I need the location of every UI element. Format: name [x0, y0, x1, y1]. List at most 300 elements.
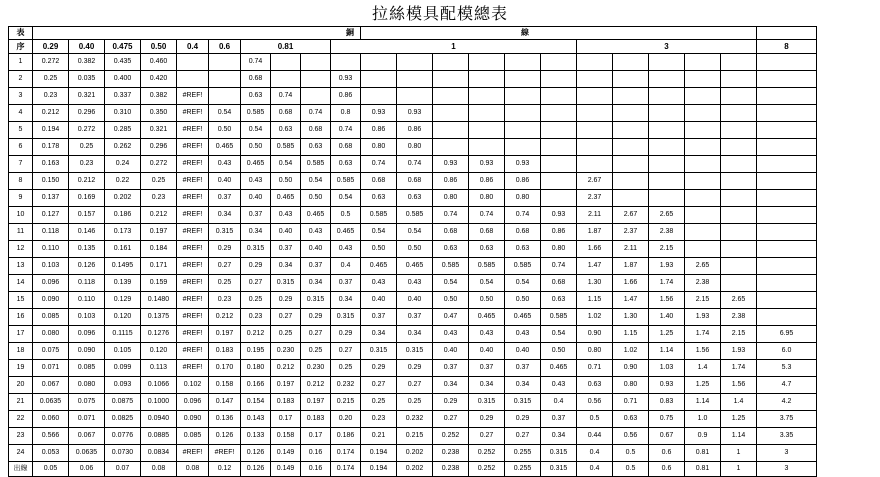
table-cell[interactable]: 0.90 [577, 326, 613, 343]
table-cell[interactable]: 0.585 [361, 207, 397, 224]
table-cell[interactable]: 0.68 [271, 105, 301, 122]
table-cell[interactable]: 2.38 [685, 275, 721, 292]
table-cell[interactable]: 0.29 [361, 360, 397, 377]
table-cell[interactable]: 0.126 [69, 258, 105, 275]
table-cell[interactable]: #REF! [177, 326, 209, 343]
table-cell[interactable]: 0.07 [105, 462, 141, 477]
table-cell[interactable]: 1.87 [577, 224, 613, 241]
table-cell[interactable]: 0.63 [241, 88, 271, 105]
table-cell[interactable]: 0.060 [33, 411, 69, 428]
row-label[interactable]: 24 [9, 445, 33, 462]
table-cell[interactable]: 1.93 [685, 309, 721, 326]
table-cell[interactable]: 0.171 [141, 258, 177, 275]
table-cell[interactable]: 1.14 [649, 343, 685, 360]
table-cell[interactable]: 0.310 [105, 105, 141, 122]
table-cell[interactable]: 2.38 [649, 224, 685, 241]
row-label[interactable]: 12 [9, 241, 33, 258]
table-cell[interactable] [505, 88, 541, 105]
table-cell[interactable]: #REF! [177, 224, 209, 241]
table-cell[interactable] [433, 71, 469, 88]
table-cell[interactable]: 0.27 [271, 309, 301, 326]
table-cell[interactable]: 0.5 [577, 411, 613, 428]
table-cell[interactable]: 0.54 [241, 122, 271, 139]
table-cell[interactable]: 1.66 [577, 241, 613, 258]
table-cell[interactable] [541, 173, 577, 190]
table-cell[interactable] [757, 275, 817, 292]
table-cell[interactable] [757, 122, 817, 139]
table-cell[interactable]: 0.63 [271, 122, 301, 139]
table-cell[interactable]: 0.585 [541, 309, 577, 326]
table-cell[interactable]: 0.93 [505, 156, 541, 173]
table-cell[interactable]: 2.11 [577, 207, 613, 224]
table-cell[interactable]: 0.29 [505, 411, 541, 428]
table-cell[interactable]: 0.465 [209, 139, 241, 156]
table-cell[interactable]: 0.215 [331, 394, 361, 411]
table-cell[interactable]: 0.43 [397, 275, 433, 292]
table-cell[interactable]: 0.071 [69, 411, 105, 428]
table-cell[interactable]: 0.096 [177, 394, 209, 411]
table-cell[interactable]: 0.1480 [141, 292, 177, 309]
table-cell[interactable]: 0.315 [209, 224, 241, 241]
table-cell[interactable]: 3 [757, 462, 817, 477]
table-cell[interactable]: 0.80 [505, 190, 541, 207]
table-cell[interactable] [649, 122, 685, 139]
table-cell[interactable]: 2.15 [649, 241, 685, 258]
table-cell[interactable]: 0.29 [209, 241, 241, 258]
table-cell[interactable] [721, 207, 757, 224]
table-cell[interactable]: 0.86 [541, 224, 577, 241]
table-cell[interactable]: 0.146 [69, 224, 105, 241]
table-cell[interactable]: 1.4 [685, 360, 721, 377]
table-cell[interactable] [541, 156, 577, 173]
table-cell[interactable]: 0.27 [397, 377, 433, 394]
table-cell[interactable]: 0.1375 [141, 309, 177, 326]
table-cell[interactable]: 0.465 [505, 309, 541, 326]
table-cell[interactable]: 0.585 [331, 173, 361, 190]
table-cell[interactable] [649, 88, 685, 105]
table-cell[interactable]: 0.135 [69, 241, 105, 258]
table-cell[interactable]: 0.272 [69, 122, 105, 139]
table-cell[interactable] [649, 105, 685, 122]
table-cell[interactable]: 0.37 [209, 190, 241, 207]
table-cell[interactable]: 2.37 [577, 190, 613, 207]
table-cell[interactable]: 0.43 [241, 173, 271, 190]
table-cell[interactable]: 0.80 [613, 377, 649, 394]
row-label[interactable]: 5 [9, 122, 33, 139]
table-cell[interactable]: 0.93 [649, 377, 685, 394]
table-cell[interactable] [613, 156, 649, 173]
table-cell[interactable]: 0.197 [209, 326, 241, 343]
table-cell[interactable]: 0.1000 [141, 394, 177, 411]
table-cell[interactable]: 1.66 [613, 275, 649, 292]
table-cell[interactable]: 0.40 [241, 190, 271, 207]
row-label[interactable]: 21 [9, 394, 33, 411]
table-cell[interactable] [577, 71, 613, 88]
table-cell[interactable]: 0.585 [301, 156, 331, 173]
table-cell[interactable]: 0.75 [649, 411, 685, 428]
table-cell[interactable]: 0.74 [241, 54, 271, 71]
table-cell[interactable]: 0.25 [141, 173, 177, 190]
table-cell[interactable]: 1.87 [613, 258, 649, 275]
table-cell[interactable]: 0.238 [433, 445, 469, 462]
table-cell[interactable]: 0.118 [33, 224, 69, 241]
table-cell[interactable]: 0.0825 [105, 411, 141, 428]
table-cell[interactable] [757, 156, 817, 173]
table-cell[interactable]: 0.197 [141, 224, 177, 241]
table-cell[interactable]: 0.113 [141, 360, 177, 377]
table-cell[interactable]: 1.93 [649, 258, 685, 275]
table-cell[interactable]: 6.0 [757, 343, 817, 360]
table-cell[interactable]: 0.255 [505, 462, 541, 477]
table-cell[interactable]: 0.25 [241, 292, 271, 309]
table-cell[interactable] [685, 71, 721, 88]
table-cell[interactable]: 0.035 [69, 71, 105, 88]
table-cell[interactable]: 0.212 [241, 326, 271, 343]
row-label[interactable]: 20 [9, 377, 33, 394]
table-cell[interactable]: 0.40 [433, 343, 469, 360]
table-cell[interactable] [649, 173, 685, 190]
table-cell[interactable]: 0.202 [397, 445, 433, 462]
table-cell[interactable] [757, 190, 817, 207]
table-cell[interactable]: 0.34 [241, 224, 271, 241]
table-cell[interactable] [613, 71, 649, 88]
table-cell[interactable]: 0.43 [209, 156, 241, 173]
table-cell[interactable]: 0.63 [613, 411, 649, 428]
row-label[interactable]: 6 [9, 139, 33, 156]
table-cell[interactable] [649, 190, 685, 207]
table-cell[interactable]: 0.86 [433, 173, 469, 190]
table-cell[interactable] [757, 241, 817, 258]
table-cell[interactable] [541, 139, 577, 156]
row-label[interactable]: 7 [9, 156, 33, 173]
table-cell[interactable]: 0.1276 [141, 326, 177, 343]
table-cell[interactable] [577, 105, 613, 122]
table-cell[interactable]: 0.63 [331, 156, 361, 173]
table-cell[interactable]: 0.40 [397, 292, 433, 309]
table-cell[interactable] [685, 173, 721, 190]
table-cell[interactable]: 0.137 [33, 190, 69, 207]
table-cell[interactable]: 0.63 [361, 190, 397, 207]
table-cell[interactable]: 0.212 [301, 377, 331, 394]
table-cell[interactable]: 0.43 [505, 326, 541, 343]
table-cell[interactable]: #REF! [177, 173, 209, 190]
table-cell[interactable]: 0.126 [241, 462, 271, 477]
table-cell[interactable]: 0.4 [541, 394, 577, 411]
table-cell[interactable]: 0.50 [301, 190, 331, 207]
table-cell[interactable] [757, 54, 817, 71]
table-cell[interactable]: 0.143 [241, 411, 271, 428]
table-cell[interactable]: 1.4 [721, 394, 757, 411]
table-cell[interactable]: 0.68 [301, 122, 331, 139]
table-cell[interactable]: 0.585 [505, 258, 541, 275]
table-cell[interactable]: 0.17 [301, 428, 331, 445]
table-cell[interactable]: 3.35 [757, 428, 817, 445]
table-cell[interactable]: 0.272 [33, 54, 69, 71]
table-cell[interactable]: 0.166 [241, 377, 271, 394]
table-cell[interactable] [177, 71, 209, 88]
table-cell[interactable] [541, 122, 577, 139]
table-cell[interactable]: 0.585 [469, 258, 505, 275]
table-cell[interactable] [757, 292, 817, 309]
table-cell[interactable]: 0.63 [433, 241, 469, 258]
table-cell[interactable]: 0.120 [141, 343, 177, 360]
table-cell[interactable]: 0.25 [301, 343, 331, 360]
table-cell[interactable]: 0.16 [301, 462, 331, 477]
table-cell[interactable]: 0.585 [241, 105, 271, 122]
table-cell[interactable] [685, 241, 721, 258]
table-cell[interactable] [721, 173, 757, 190]
table-cell[interactable]: 0.37 [469, 360, 505, 377]
table-cell[interactable] [613, 139, 649, 156]
table-cell[interactable]: 0.37 [241, 207, 271, 224]
table-cell[interactable]: 0.238 [433, 462, 469, 477]
table-cell[interactable]: 0.40 [209, 173, 241, 190]
table-cell[interactable]: 0.68 [505, 224, 541, 241]
table-cell[interactable]: 0.74 [505, 207, 541, 224]
table-cell[interactable]: 0.54 [397, 224, 433, 241]
table-cell[interactable] [613, 173, 649, 190]
table-cell[interactable]: 2.65 [649, 207, 685, 224]
table-cell[interactable]: 1.30 [613, 309, 649, 326]
table-cell[interactable]: 1.47 [577, 258, 613, 275]
table-cell[interactable]: 0.56 [613, 428, 649, 445]
table-cell[interactable]: 0.5 [613, 462, 649, 477]
table-cell[interactable]: 0.25 [209, 275, 241, 292]
table-cell[interactable]: 1.14 [685, 394, 721, 411]
table-cell[interactable] [757, 71, 817, 88]
table-cell[interactable]: 0.27 [209, 258, 241, 275]
table-cell[interactable]: 5.3 [757, 360, 817, 377]
table-cell[interactable]: 0.161 [105, 241, 141, 258]
table-cell[interactable]: 0.0940 [141, 411, 177, 428]
table-cell[interactable]: 0.37 [361, 309, 397, 326]
table-cell[interactable]: 0.86 [331, 88, 361, 105]
table-cell[interactable]: 0.090 [69, 343, 105, 360]
table-cell[interactable]: 0.43 [271, 207, 301, 224]
table-cell[interactable] [757, 309, 817, 326]
table-cell[interactable]: 0.321 [141, 122, 177, 139]
table-cell[interactable]: 0.54 [505, 275, 541, 292]
table-cell[interactable] [721, 224, 757, 241]
table-cell[interactable]: 0.06 [69, 462, 105, 477]
row-label[interactable]: 4 [9, 105, 33, 122]
table-cell[interactable] [177, 54, 209, 71]
table-cell[interactable]: 0.315 [241, 241, 271, 258]
table-cell[interactable]: 0.053 [33, 445, 69, 462]
table-cell[interactable] [757, 258, 817, 275]
table-cell[interactable]: 0.9 [685, 428, 721, 445]
table-cell[interactable]: 4.7 [757, 377, 817, 394]
table-cell[interactable]: 2.67 [613, 207, 649, 224]
table-cell[interactable]: 0.8 [331, 105, 361, 122]
table-cell[interactable]: 0.40 [301, 241, 331, 258]
table-cell[interactable]: 2.11 [613, 241, 649, 258]
table-cell[interactable] [541, 88, 577, 105]
table-cell[interactable]: 1.56 [685, 343, 721, 360]
table-cell[interactable]: 0.566 [33, 428, 69, 445]
table-cell[interactable]: 0.43 [331, 241, 361, 258]
table-cell[interactable]: 0.34 [469, 377, 505, 394]
table-cell[interactable] [505, 122, 541, 139]
table-cell[interactable]: 0.29 [271, 292, 301, 309]
table-cell[interactable]: #REF! [177, 309, 209, 326]
table-cell[interactable] [469, 71, 505, 88]
table-cell[interactable]: 0.74 [541, 258, 577, 275]
table-cell[interactable]: 0.54 [331, 190, 361, 207]
table-cell[interactable]: #REF! [177, 190, 209, 207]
table-cell[interactable] [301, 71, 331, 88]
table-cell[interactable]: 0.085 [69, 360, 105, 377]
table-cell[interactable]: 2.15 [721, 326, 757, 343]
table-cell[interactable]: 0.68 [331, 139, 361, 156]
table-cell[interactable]: #REF! [177, 139, 209, 156]
table-cell[interactable] [685, 105, 721, 122]
table-cell[interactable] [721, 139, 757, 156]
table-cell[interactable]: 0.195 [241, 343, 271, 360]
row-label[interactable]: 出線 [9, 462, 33, 477]
table-cell[interactable]: 0.197 [271, 377, 301, 394]
table-cell[interactable]: 0.25 [397, 394, 433, 411]
table-cell[interactable]: 0.315 [541, 462, 577, 477]
table-cell[interactable]: 0.6 [649, 445, 685, 462]
table-cell[interactable] [757, 139, 817, 156]
table-cell[interactable]: #REF! [177, 275, 209, 292]
table-cell[interactable]: 0.68 [469, 224, 505, 241]
table-cell[interactable]: 0.54 [271, 156, 301, 173]
table-cell[interactable]: 0.29 [331, 326, 361, 343]
table-cell[interactable]: 0.25 [271, 326, 301, 343]
table-cell[interactable]: 0.50 [469, 292, 505, 309]
row-label[interactable]: 14 [9, 275, 33, 292]
table-cell[interactable] [721, 241, 757, 258]
table-cell[interactable]: 0.29 [397, 360, 433, 377]
table-cell[interactable]: 0.43 [541, 377, 577, 394]
table-cell[interactable]: 0.23 [33, 88, 69, 105]
table-cell[interactable] [757, 105, 817, 122]
table-cell[interactable]: 0.27 [433, 411, 469, 428]
table-cell[interactable]: 0.212 [271, 360, 301, 377]
table-cell[interactable] [757, 207, 817, 224]
table-cell[interactable]: 0.465 [271, 190, 301, 207]
table-cell[interactable] [685, 190, 721, 207]
table-cell[interactable]: 0.202 [397, 462, 433, 477]
table-cell[interactable] [271, 54, 301, 71]
table-cell[interactable]: 0.183 [209, 343, 241, 360]
table-cell[interactable] [721, 88, 757, 105]
table-cell[interactable]: 0.63 [541, 292, 577, 309]
table-cell[interactable] [397, 88, 433, 105]
table-cell[interactable]: 0.17 [271, 411, 301, 428]
table-cell[interactable]: 0.50 [541, 343, 577, 360]
table-cell[interactable]: 0.29 [469, 411, 505, 428]
table-cell[interactable]: 0.81 [685, 445, 721, 462]
table-cell[interactable]: 0.74 [331, 122, 361, 139]
table-cell[interactable]: 0.126 [209, 428, 241, 445]
table-cell[interactable]: 0.40 [469, 343, 505, 360]
table-cell[interactable]: 0.0776 [105, 428, 141, 445]
table-cell[interactable]: 0.71 [613, 394, 649, 411]
table-cell[interactable] [505, 71, 541, 88]
table-cell[interactable]: #REF! [177, 207, 209, 224]
table-cell[interactable] [649, 139, 685, 156]
row-label[interactable]: 2 [9, 71, 33, 88]
table-cell[interactable] [469, 54, 505, 71]
table-cell[interactable]: 0.37 [433, 360, 469, 377]
table-cell[interactable]: 1.25 [721, 411, 757, 428]
table-cell[interactable]: 2.38 [721, 309, 757, 326]
table-cell[interactable]: 1.74 [721, 360, 757, 377]
table-cell[interactable]: 1.40 [649, 309, 685, 326]
table-cell[interactable]: 0.120 [105, 309, 141, 326]
table-cell[interactable] [433, 54, 469, 71]
table-cell[interactable]: 0.34 [433, 377, 469, 394]
table-cell[interactable]: 0.158 [271, 428, 301, 445]
table-cell[interactable] [505, 139, 541, 156]
table-cell[interactable]: 3.75 [757, 411, 817, 428]
table-cell[interactable] [613, 122, 649, 139]
table-cell[interactable]: 0.435 [105, 54, 141, 71]
table-cell[interactable]: 0.0635 [33, 394, 69, 411]
table-cell[interactable]: 0.37 [397, 309, 433, 326]
table-cell[interactable]: 0.80 [577, 343, 613, 360]
table-cell[interactable]: 0.23 [241, 309, 271, 326]
table-cell[interactable]: 0.0834 [141, 445, 177, 462]
table-cell[interactable]: 0.08 [177, 462, 209, 477]
table-cell[interactable]: 0.37 [505, 360, 541, 377]
table-cell[interactable]: 6.95 [757, 326, 817, 343]
table-cell[interactable]: 0.68 [241, 71, 271, 88]
table-cell[interactable]: 0.63 [397, 190, 433, 207]
table-cell[interactable]: 0.27 [301, 326, 331, 343]
table-cell[interactable]: 0.180 [241, 360, 271, 377]
row-label[interactable]: 1 [9, 54, 33, 71]
table-cell[interactable] [505, 54, 541, 71]
table-cell[interactable] [469, 122, 505, 139]
table-cell[interactable]: 0.68 [541, 275, 577, 292]
row-label[interactable]: 16 [9, 309, 33, 326]
table-cell[interactable]: 0.23 [141, 190, 177, 207]
table-cell[interactable]: 0.74 [397, 156, 433, 173]
table-cell[interactable]: 0.1066 [141, 377, 177, 394]
row-label[interactable]: 23 [9, 428, 33, 445]
table-cell[interactable]: 0.54 [433, 275, 469, 292]
table-cell[interactable]: 0.465 [241, 156, 271, 173]
row-label[interactable]: 10 [9, 207, 33, 224]
table-cell[interactable]: 0.86 [361, 122, 397, 139]
table-cell[interactable]: 0.37 [271, 241, 301, 258]
table-cell[interactable]: 0.585 [397, 207, 433, 224]
table-cell[interactable]: 0.86 [505, 173, 541, 190]
table-cell[interactable]: 0.63 [577, 377, 613, 394]
table-cell[interactable]: 0.68 [361, 173, 397, 190]
table-cell[interactable]: 0.184 [141, 241, 177, 258]
table-cell[interactable]: 0.74 [469, 207, 505, 224]
table-cell[interactable]: 0.230 [271, 343, 301, 360]
table-cell[interactable]: 0.150 [33, 173, 69, 190]
table-cell[interactable]: 0.80 [361, 139, 397, 156]
table-cell[interactable]: 0.067 [69, 428, 105, 445]
table-cell[interactable] [541, 71, 577, 88]
table-cell[interactable]: 0.54 [301, 173, 331, 190]
table-cell[interactable] [721, 54, 757, 71]
row-label[interactable]: 11 [9, 224, 33, 241]
table-cell[interactable] [721, 156, 757, 173]
table-cell[interactable]: 0.40 [361, 292, 397, 309]
table-cell[interactable]: 0.24 [105, 156, 141, 173]
table-cell[interactable]: #REF! [177, 122, 209, 139]
table-cell[interactable]: 0.169 [69, 190, 105, 207]
table-cell[interactable] [469, 105, 505, 122]
